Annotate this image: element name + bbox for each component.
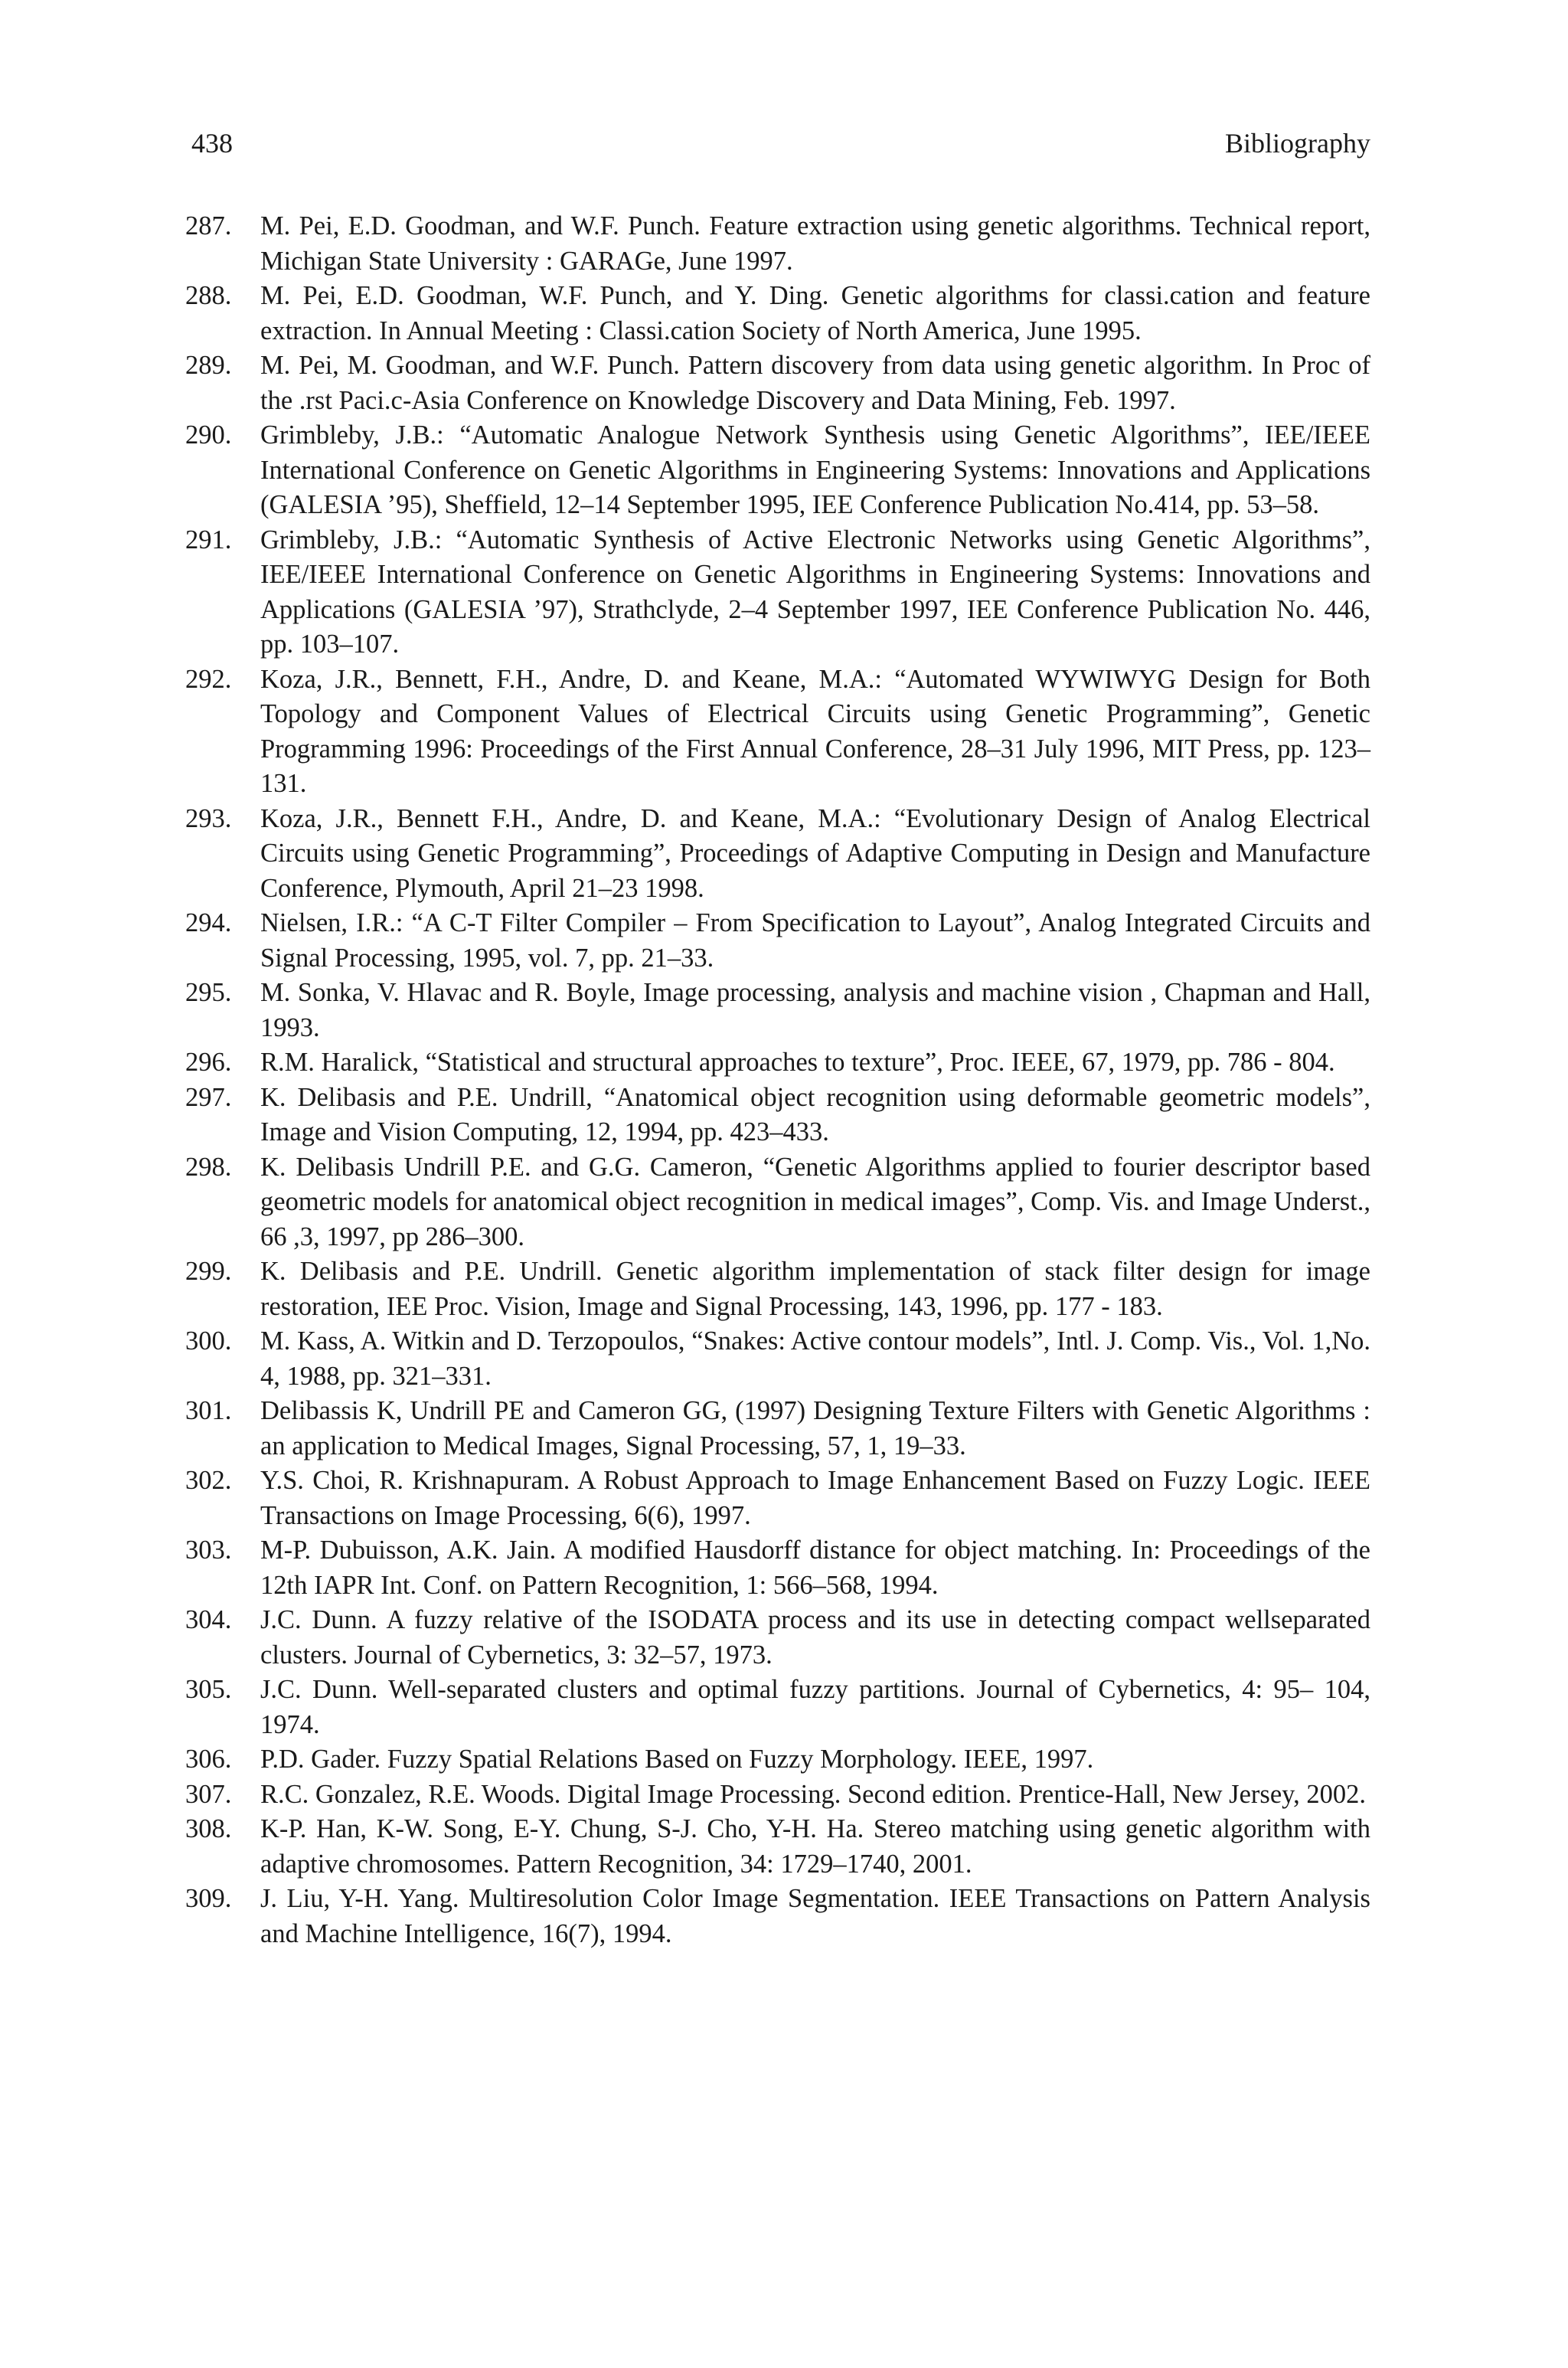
reference-item <box>185 1742 1370 1778</box>
reference-text: M. Pei, E.D. Goodman, and W.F. Punch. Feature extraction using genetic algorithms. Technical report, Michigan State University : GARAGe, June 1997. <box>260 211 1370 276</box>
reference-text: Delibassis K, Undrill PE and Cameron GG, (1997) Designing Texture Filters with Genetic Algorithms : an application to Medical Images, Signal Processing, 57, 1, 19–33. <box>260 1396 1370 1460</box>
reference-number: 304. <box>185 1605 232 1634</box>
reference-list <box>185 209 1370 1951</box>
reference-number: 289. <box>185 351 232 380</box>
book-page <box>185 0 1370 2368</box>
reference-item <box>185 1150 1370 1255</box>
reference-item <box>185 1254 1370 1324</box>
reference-text: M. Pei, E.D. Goodman, W.F. Punch, and Y. Ding. Genetic algorithms for classi.cation and feature extraction. In Annual Meeting : Classi.cation Society of North America, June 1995. <box>260 281 1370 345</box>
reference-text: K. Delibasis and P.E. Undrill. Genetic algorithm implementation of stack filter design for image restoration, IEE Proc. Vision, Image and Signal Processing, 143, 1996, pp. 177 - 183. <box>260 1257 1370 1321</box>
reference-number: 302. <box>185 1466 232 1495</box>
reference-item <box>185 1045 1370 1081</box>
reference-item <box>185 418 1370 523</box>
reference-item <box>185 279 1370 348</box>
reference-text: M. Kass, A. Witkin and D. Terzopoulos, “Snakes: Active contour models”, Intl. J. Comp. Vis., Vol. 1,No. 4, 1988, pp. 321–331. <box>260 1326 1370 1391</box>
reference-number: 290. <box>185 420 232 450</box>
reference-item <box>185 662 1370 802</box>
reference-text: R.C. Gonzalez, R.E. Woods. Digital Image Processing. Second edition. Prentice-Hall, New Jersey, 2002. <box>260 1779 1367 1809</box>
reference-number: 291. <box>185 525 232 554</box>
reference-item <box>185 1394 1370 1464</box>
reference-text: J.C. Dunn. A fuzzy relative of the ISODATA process and its use in detecting compact wellseparated clusters. Journal of Cybernetics, 3: 32–57, 1973. <box>260 1605 1370 1670</box>
reference-number: 301. <box>185 1396 232 1425</box>
reference-number: 298. <box>185 1152 232 1182</box>
reference-number: 297. <box>185 1082 232 1112</box>
reference-item <box>185 906 1370 976</box>
reference-number: 299. <box>185 1257 232 1286</box>
reference-text: Grimbleby, J.B.: “Automatic Synthesis of Active Electronic Networks using Genetic Algorithms”, IEE/IEEE International Conference on Genetic Algorithms in Engineering Systems: Innovations and Applications (GALESIA ’97), Strathclyde, 2–4 September 1997, IEE Conference Publication No. 446, pp. 103–107. <box>260 525 1370 659</box>
reference-text: Grimbleby, J.B.: “Automatic Analogue Network Synthesis using Genetic Algorithms”, IEE/IEEE International Conference on Genetic Algorithms in Engineering Systems: Innovations and Applications (GALESIA ’95), Sheffield, 12–14 September 1995, IEE Conference Publication No.414, pp. 53–58. <box>260 420 1370 519</box>
reference-text: M. Pei, M. Goodman, and W.F. Punch. Pattern discovery from data using genetic algorithm. In Proc of the .rst Paci.c-Asia Conference on Knowledge Discovery and Data Mining, Feb. 1997. <box>260 351 1370 415</box>
reference-number: 288. <box>185 281 232 310</box>
reference-item <box>185 1324 1370 1394</box>
reference-number: 295. <box>185 978 232 1007</box>
reference-item <box>185 1533 1370 1603</box>
reference-text: K. Delibasis Undrill P.E. and G.G. Cameron, “Genetic Algorithms applied to fourier descriptor based geometric models for anatomical object recognition in medical images”, Comp. Vis. and Image Underst., 66 ,3, 1997, pp 286–300. <box>260 1152 1370 1251</box>
running-title: Bibliography <box>1225 128 1370 159</box>
reference-number: 294. <box>185 908 232 937</box>
reference-text: Koza, J.R., Bennett F.H., Andre, D. and Keane, M.A.: “Evolutionary Design of Analog Electrical Circuits using Genetic Programming”, Proceedings of Adaptive Computing in Design and Manufacture Conference, Plymouth, April 21–23 1998. <box>260 803 1370 903</box>
reference-number: 305. <box>185 1675 232 1704</box>
reference-item <box>185 802 1370 907</box>
reference-text: M-P. Dubuisson, A.K. Jain. A modified Hausdorff distance for object matching. In: Proceedings of the 12th IAPR Int. Conf. on Pattern Recognition, 1: 566–568, 1994. <box>260 1536 1370 1600</box>
reference-item <box>185 1603 1370 1673</box>
reference-text: Y.S. Choi, R. Krishnapuram. A Robust Approach to Image Enhancement Based on Fuzzy Logic. IEEE Transactions on Image Processing, 6(6), 1997. <box>260 1466 1370 1530</box>
reference-number: 303. <box>185 1536 232 1565</box>
reference-item <box>185 1812 1370 1882</box>
reference-number: 292. <box>185 664 232 694</box>
reference-text: Koza, J.R., Bennett, F.H., Andre, D. and Keane, M.A.: “Automated WYWIWYG Design for Both Topology and Component Values of Electrical Circuits using Genetic Programming”, Genetic Programming 1996: Proceedings of the First Annual Conference, 28–31 July 1996, MIT Press, pp. 123–131. <box>260 664 1370 798</box>
reference-number: 309. <box>185 1884 232 1913</box>
reference-number: 308. <box>185 1814 232 1843</box>
reference-text: Nielsen, I.R.: “A C-T Filter Compiler – From Specification to Layout”, Analog Integrated Circuits and Signal Processing, 1995, vol. 7, pp. 21–33. <box>260 908 1370 973</box>
reference-item <box>185 976 1370 1045</box>
reference-item <box>185 1778 1370 1813</box>
reference-number: 293. <box>185 803 232 833</box>
running-head <box>191 124 1370 162</box>
reference-number: 287. <box>185 211 232 240</box>
reference-text: P.D. Gader. Fuzzy Spatial Relations Based on Fuzzy Morphology. IEEE, 1997. <box>260 1745 1094 1774</box>
reference-text: M. Sonka, V. Hlavac and R. Boyle, Image processing, analysis and machine vision , Chapman and Hall, 1993. <box>260 978 1370 1042</box>
reference-item <box>185 1464 1370 1533</box>
reference-text: K. Delibasis and P.E. Undrill, “Anatomical object recognition using deformable geometric models”, Image and Vision Computing, 12, 1994, pp. 423–433. <box>260 1082 1370 1146</box>
reference-number: 296. <box>185 1048 232 1077</box>
reference-number: 306. <box>185 1745 232 1774</box>
reference-text: J. Liu, Y-H. Yang. Multiresolution Color Image Segmentation. IEEE Transactions on Pattern Analysis and Machine Intelligence, 16(7), 1994. <box>260 1884 1370 1948</box>
reference-item <box>185 1081 1370 1150</box>
reference-item <box>185 348 1370 418</box>
reference-item <box>185 1673 1370 1742</box>
page-number: 438 <box>191 128 233 159</box>
reference-text: K-P. Han, K-W. Song, E-Y. Chung, S-J. Cho, Y-H. Ha. Stereo matching using genetic algorithm with adaptive chromosomes. Pattern Recognition, 34: 1729–1740, 2001. <box>260 1814 1370 1879</box>
reference-item <box>185 209 1370 279</box>
reference-item <box>185 1882 1370 1951</box>
reference-number: 307. <box>185 1779 232 1809</box>
reference-item <box>185 523 1370 662</box>
reference-number: 300. <box>185 1326 232 1356</box>
reference-text: J.C. Dunn. Well-separated clusters and optimal fuzzy partitions. Journal of Cybernetics, 4: 95– 104, 1974. <box>260 1675 1370 1739</box>
reference-text: R.M. Haralick, “Statistical and structural approaches to texture”, Proc. IEEE, 67, 1979, pp. 786 - 804. <box>260 1048 1335 1077</box>
